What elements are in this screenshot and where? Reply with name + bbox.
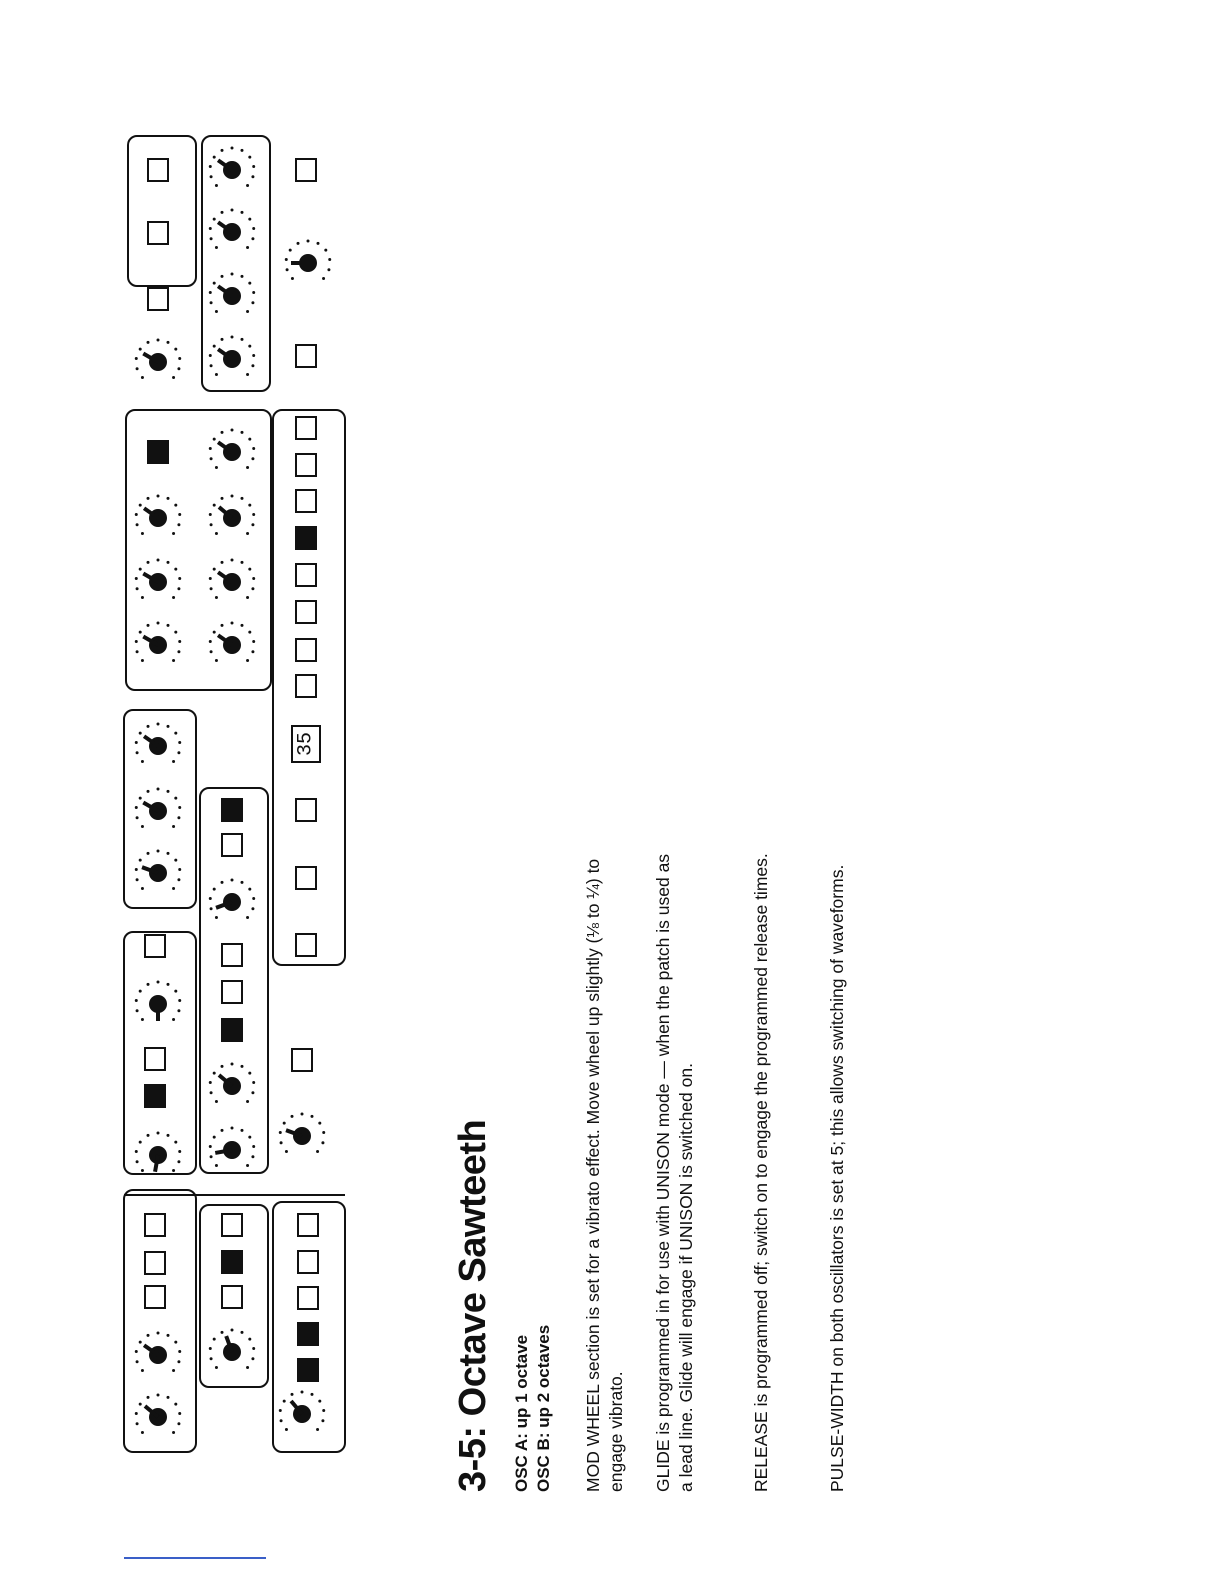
paragraph-release: RELEASE is programmed off; switch on to engage the programmed release times. — [751, 853, 771, 1492]
footer-rule — [124, 1557, 266, 1559]
paragraph-glide: GLIDE is programmed in for use with UNISON mode — when the patch is used as a lead line. Glide will engage if UNISON is switched on. — [653, 853, 696, 1492]
page-title: 3-5: Octave Sawteeth — [452, 1119, 494, 1492]
paragraph-mod-wheel: MOD WHEEL section is set for a vibrato effect. Move wheel up slightly (⅛ to ¼) to engage vibrato. — [583, 858, 626, 1492]
osc-a-setting: OSC A: up 1 octave — [512, 1334, 531, 1492]
osc-b-setting: OSC B: up 2 octaves — [534, 1324, 553, 1492]
program-number-display: 35 — [294, 731, 318, 757]
paragraph-pulse-width: PULSE-WIDTH on both oscillators is set at 5; this allows switching of waveforms. — [827, 864, 847, 1492]
